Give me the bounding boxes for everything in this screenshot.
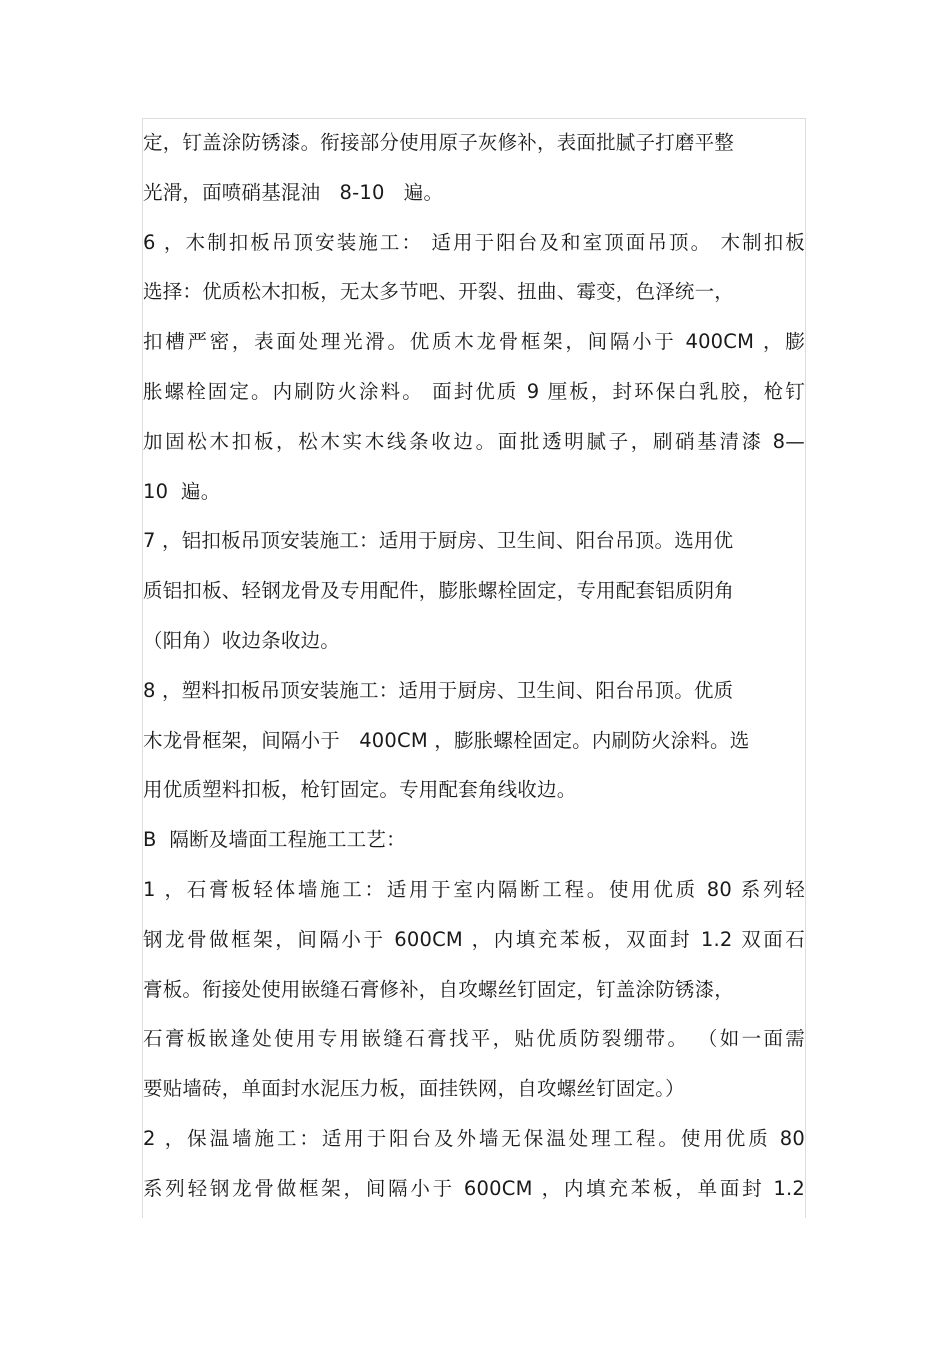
text-line: 石膏板嵌逢处使用专用嵌缝石膏找平，贴优质防裂绷带。 （如一面需 (143, 1027, 805, 1051)
text-line: 扣槽严密，表面处理光滑。优质木龙骨框架，间隔小于 400CM ，膨 (143, 330, 805, 354)
text-line: 钢龙骨做框架，间隔小于 600CM ，内填充苯板，双面封 1.2 双面石 (143, 927, 805, 951)
text-line: 8 ，塑料扣板吊顶安装施工：适用于厨房、卫生间、阳台吊顶。优质 (143, 678, 734, 702)
text-line: 定，钉盖涂防锈漆。衔接部分使用原子灰修补，表面批腻子打磨平整 (143, 131, 735, 154)
text-line: 10 遍。 (143, 479, 221, 503)
text-line: 7 ，铝扣板吊顶安装施工：适用于厨房、卫生间、阳台吊顶。选用优 (143, 529, 734, 553)
text-line: 膏板。衔接处使用嵌缝石膏修补，自攻螺丝钉固定，钉盖涂防锈漆， (143, 977, 735, 1001)
text-line: 加固松木扣板，松木实木线条收边。面批透明腻子，刷硝基清漆 8— (143, 429, 805, 453)
text-line: 1 ，石膏板轻体墙施工：适用于室内隔断工程。使用优质 80 系列轻 (143, 877, 805, 901)
text-line: 要贴墙砖，单面封水泥压力板，面挂铁网，自攻螺丝钉固定。） (143, 1077, 685, 1101)
text-line: 选择：优质松木扣板，无太多节吧、开裂、扭曲、霉变，色泽统一， (143, 280, 735, 304)
text-line: B 隔断及墙面工程施工工艺： (143, 828, 406, 852)
text-line: 系列轻钢龙骨做框架，间隔小于 600CM ，内填充苯板，单面封 1.2 (143, 1176, 805, 1200)
text-line: 胀螺栓固定。内刷防火涂料。 面封优质 9 厘板，封环保白乳胶，枪钉 (143, 379, 805, 403)
document-body (143, 118, 805, 1214)
text-line: （阳角）收边条收边。 (143, 628, 341, 652)
text-line: 光滑，面喷硝基混油 8-10 遍。 (143, 180, 444, 204)
text-line: 2 ，保温墙施工：适用于阳台及外墙无保温处理工程。使用优质 80 (143, 1126, 805, 1150)
text-line: 木龙骨框架，间隔小于 400CM ，膨胀螺栓固定。内刷防火涂料。选 (143, 728, 750, 752)
text-line: 质铝扣板、轻钢龙骨及专用配件，膨胀螺栓固定，专用配套铝质阴角 (143, 579, 735, 603)
text-line: 用优质塑料扣板，枪钉固定。专用配套角线收边。 (143, 778, 577, 802)
text-line: 6 ，木制扣板吊顶安装施工： 适用于阳台及和室顶面吊顶。 木制扣板 (143, 230, 805, 254)
